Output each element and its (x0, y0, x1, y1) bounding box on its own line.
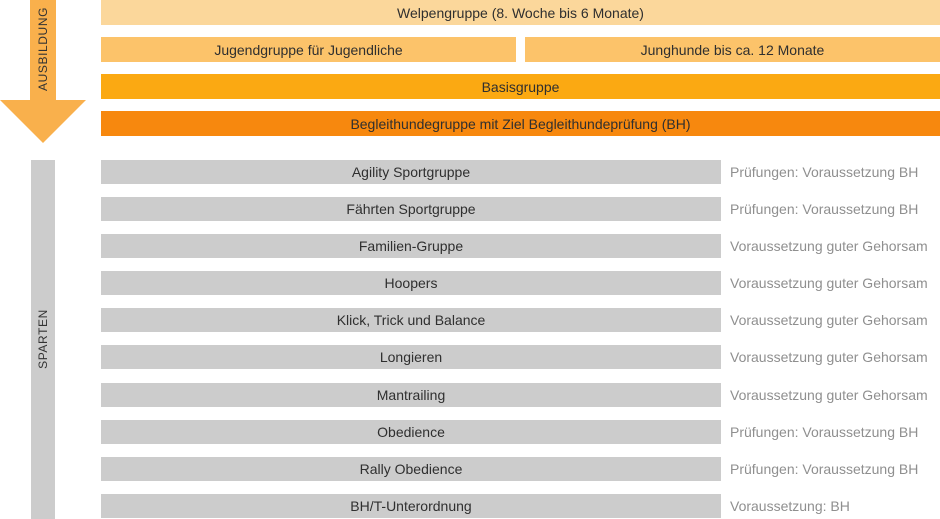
sparte-rally-label: Rally Obedience (359, 461, 463, 477)
sparte-agility-bar (101, 160, 721, 184)
sparte-agility-note: Prüfungen: Voraussetzung BH (730, 164, 919, 180)
sparte-hoopers-bar (101, 271, 721, 295)
sparte-bht-note: Voraussetzung: BH (730, 498, 850, 514)
sparte-mantrailing-bar (101, 383, 721, 407)
sparte-familien-label: Familien-Gruppe (358, 238, 464, 254)
sparte-klick-note: Voraussetzung guter Gehorsam (730, 312, 928, 328)
sparte-obedience-note: Prüfungen: Voraussetzung BH (730, 424, 919, 440)
sparte-mantrailing-note: Voraussetzung guter Gehorsam (730, 387, 928, 403)
ausbildung-label: AUSBILDUNG (36, 6, 50, 91)
jugendgruppe-bar (101, 37, 516, 62)
sparte-bht-label: BH/T-Unterordnung (350, 498, 472, 514)
basisgruppe-bar (101, 74, 940, 99)
welpengruppe-bar (101, 0, 940, 25)
sparte-hoopers-label: Hoopers (384, 275, 438, 291)
welpengruppe-label: Welpengruppe (8. Woche bis 6 Monate) (397, 4, 644, 21)
sparte-obedience-bar (101, 420, 721, 444)
jugendgruppe-label: Jugendgruppe für Jugendliche (214, 41, 403, 58)
sparte-rally-bar (101, 457, 721, 481)
sparte-klick-bar (101, 308, 721, 332)
sparte-faehrten-label: Fährten Sportgruppe (346, 201, 476, 217)
sparte-faehrten-bar (101, 197, 721, 221)
sparte-klick-label: Klick, Trick und Balance (336, 312, 486, 328)
sparte-faehrten-note: Prüfungen: Voraussetzung BH (730, 201, 919, 217)
sparte-longieren-note: Voraussetzung guter Gehorsam (730, 349, 928, 365)
sparte-agility-label: Agility Sportgruppe (351, 164, 471, 180)
sparte-obedience-label: Obedience (377, 424, 445, 440)
sparten-label: SPARTEN (36, 309, 50, 369)
sparte-bht-bar (101, 494, 721, 518)
begleithundegruppe-label: Begleithundegruppe mit Ziel Begleithundeprüfung (BH) (350, 115, 691, 132)
begleithundegruppe-bar (101, 111, 940, 136)
sparte-familien-note: Voraussetzung guter Gehorsam (730, 238, 928, 254)
basisgruppe-label: Basisgruppe (481, 78, 560, 95)
junghunde-bar (525, 37, 940, 62)
ausbildung-arrow (0, 0, 100, 150)
sparte-mantrailing-label: Mantrailing (376, 387, 446, 403)
sparte-hoopers-note: Voraussetzung guter Gehorsam (730, 275, 928, 291)
junghunde-label: Junghunde bis ca. 12 Monate (640, 41, 825, 58)
sparte-longieren-bar (101, 345, 721, 369)
sparte-familien-bar (101, 234, 721, 258)
sparte-rally-note: Prüfungen: Voraussetzung BH (730, 461, 919, 477)
sparte-longieren-label: Longieren (379, 349, 443, 365)
